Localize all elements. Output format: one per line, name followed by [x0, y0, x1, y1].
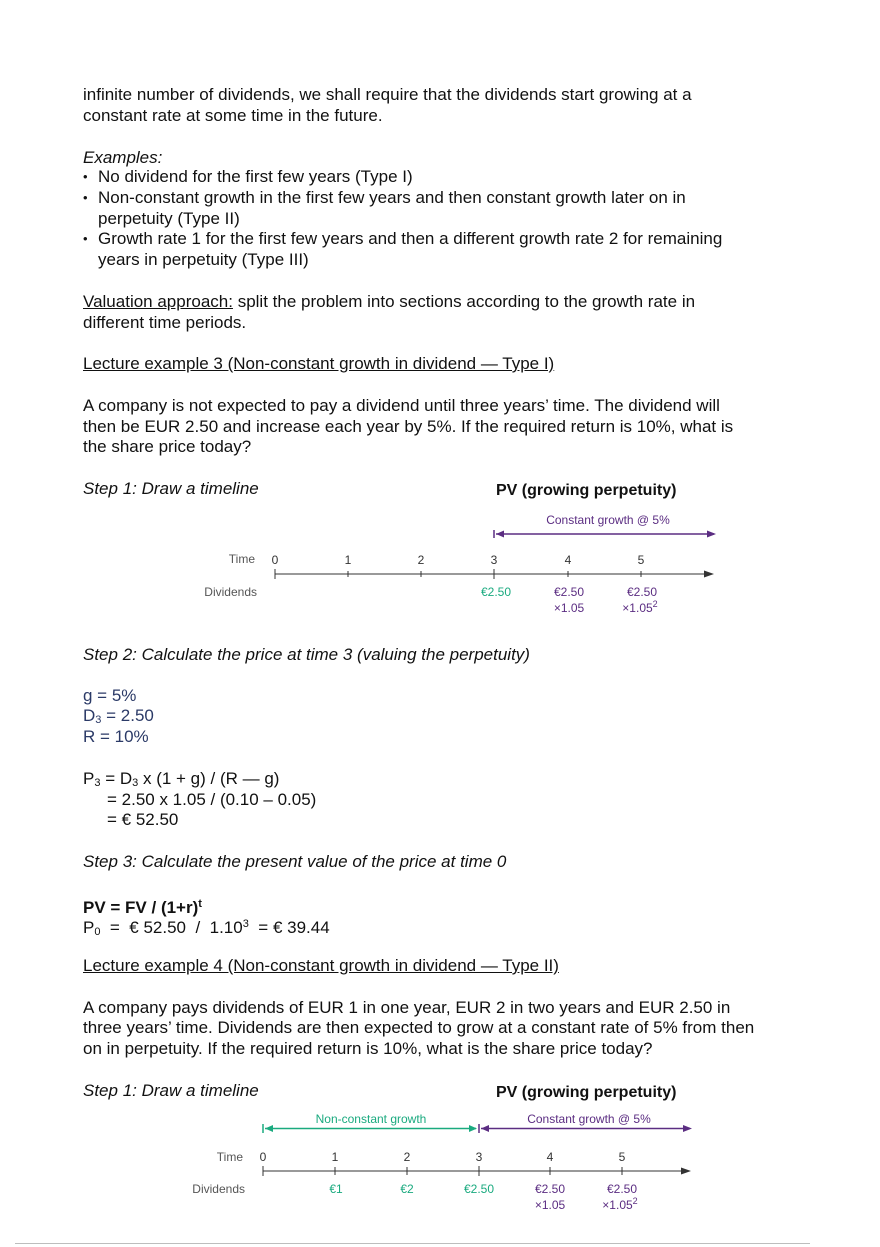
tick-label-5: 5: [618, 1150, 626, 1164]
growth-rate: g = 5%: [83, 686, 137, 705]
example4-step1: Step 1: Draw a timeline: [83, 1081, 259, 1100]
example3-step1: Step 1: Draw a timeline: [83, 479, 259, 498]
example3-question-2: then be EUR 2.50 and increase each year by 5%. If the required return is 10%, what is: [83, 417, 734, 436]
p3-calc-1: = 2.50 x 1.05 / (0.10 – 0.05): [107, 790, 317, 809]
example4-title: Lecture example 4 (Non-constant growth in dividend — Type II): [83, 956, 559, 975]
intro-line-2: constant rate at some time in the future.: [83, 106, 383, 125]
dividend-3: €2.50: [463, 1182, 495, 1196]
nc-arrow-left: [265, 1125, 273, 1132]
page-bottom-divider: [15, 1243, 810, 1244]
valuation-line-1: Valuation approach: split the problem into sections according to the growth rate in: [83, 292, 696, 311]
intro-line-1: infinite number of dividends, we shall require that the dividends start growing at a: [83, 85, 692, 104]
dividends-label: Dividends: [204, 585, 257, 599]
dividend-4: €2.50: [553, 585, 585, 599]
timeline-2: [0, 1105, 880, 1225]
arrow-head-right: [707, 531, 716, 538]
nonconstant-growth-label: Non-constant growth: [315, 1112, 427, 1126]
example4-question-1: A company pays dividends of EUR 1 in one year, EUR 2 in two years and EUR 2.50 in: [83, 998, 731, 1017]
dividend-3: €2.50: [480, 585, 512, 599]
example3-step3: Step 3: Calculate the present value of the price at time 0: [83, 852, 507, 871]
dividend-5-factor: $\times 1.05^2$: [622, 599, 658, 615]
example4-pv-label: PV (growing perpetuity): [496, 1084, 677, 1101]
list-item: • Growth rate 1 for the first few years and then a different growth rate 2 for remaining years in perpetuity (Type III): [83, 229, 722, 271]
tick-label-1: 1: [344, 553, 352, 567]
example4-question-2: three years’ time. Dividends are then expected to grow at a constant rate of 5% from then: [83, 1018, 755, 1037]
pv-formula: PV = FV / $(1+r)^t$: [83, 898, 202, 917]
arrow-head-left: [496, 531, 504, 538]
dividend-4-factor: ×1.05: [553, 601, 585, 615]
example4-question-3: on in perpetuity. If the required return is 10%, what is the share price today?: [83, 1039, 653, 1058]
dividend-1: €1: [329, 1182, 343, 1196]
example3-pv-label: PV (growing perpetuity): [496, 482, 677, 499]
axis-arrow-head: [704, 571, 714, 578]
axis-arrow-head-2: [681, 1168, 691, 1175]
valuation-line-2: different time periods.: [83, 313, 247, 332]
time-label: Time: [228, 552, 255, 566]
tick-label-0: 0: [271, 553, 279, 567]
tick-label-0: 0: [259, 1150, 267, 1164]
p3-calc-2: = € 52.50: [107, 810, 179, 829]
tick-label-4: 4: [546, 1150, 554, 1164]
timeline-1: [0, 505, 880, 625]
p0-calc: P0 = € 52.50 / 1.10$^3$ = € 39.44: [83, 918, 330, 938]
list-item: • No dividend for the first few years (Type I): [83, 167, 722, 188]
dividend-2: €2: [400, 1182, 414, 1196]
examples-heading: Examples:: [83, 148, 163, 167]
tick-label-2: 2: [403, 1150, 411, 1164]
dividend-5: €2.50: [606, 1182, 638, 1196]
time-label-2: Time: [216, 1150, 243, 1164]
nc-arrow-right: [469, 1125, 477, 1132]
examples-list: [83, 167, 722, 271]
p3-formula: P3 = D3 x (1 + g) / (R — g): [83, 769, 280, 789]
example3-question-1: A company is not expected to pay a dividend until three years’ time. The dividend will: [83, 396, 720, 415]
example3-title: Lecture example 3 (Non-constant growth in dividend — Type I): [83, 354, 555, 373]
dividend-4-factor: ×1.05: [534, 1198, 566, 1212]
tick-label-4: 4: [564, 553, 572, 567]
dividend-5: €2.50: [626, 585, 658, 599]
c-arrow-right: [683, 1125, 692, 1132]
dividend-5-factor: $\times 1.05^2$: [602, 1196, 638, 1212]
tick-label-2: 2: [417, 553, 425, 567]
valuation-label: Valuation approach:: [83, 292, 233, 311]
tick-label-3: 3: [475, 1150, 483, 1164]
list-item: • Non-constant growth in the first few years and then constant growth later on in perpetuity (Type II): [83, 188, 722, 230]
example3-step2: Step 2: Calculate the price at time 3 (valuing the perpetuity): [83, 645, 530, 664]
constant-growth-label-2: Constant growth @ 5%: [527, 1112, 651, 1126]
c-arrow-left: [481, 1125, 489, 1132]
constant-growth-label: Constant growth @ 5%: [546, 513, 670, 527]
required-return: R = 10%: [83, 727, 149, 746]
dividend-4: €2.50: [534, 1182, 566, 1196]
example3-question-3: the share price today?: [83, 437, 252, 456]
tick-label-1: 1: [331, 1150, 339, 1164]
tick-label-3: 3: [490, 553, 498, 567]
dividends-label-2: Dividends: [192, 1182, 245, 1196]
dividend-3-value: D3 = 2.50: [83, 706, 154, 726]
tick-label-5: 5: [637, 553, 645, 567]
